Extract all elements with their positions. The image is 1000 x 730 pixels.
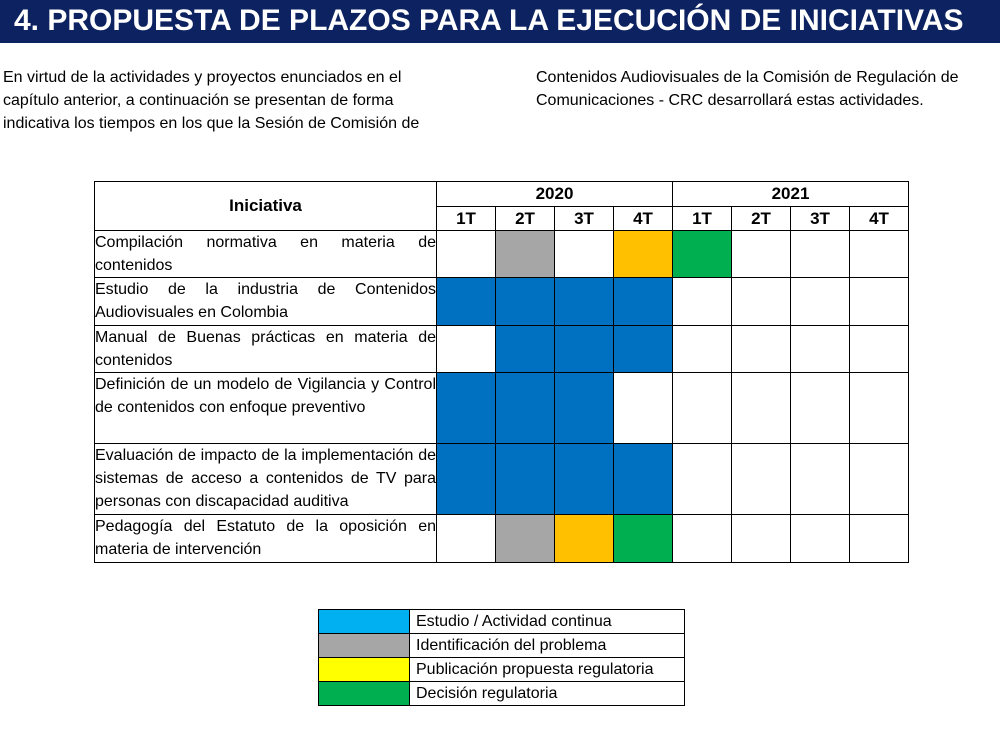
timeline-cell: [437, 515, 496, 563]
timeline-cell: [732, 515, 791, 563]
quarter-header: 2T: [496, 207, 555, 231]
initiative-name: Pedagogía del Estatuto de la oposición en materia de intervención: [95, 515, 437, 563]
timeline-cell: [673, 373, 732, 444]
page-title: 4. PROPUESTA DE PLAZOS PARA LA EJECUCIÓN DE INICIATIVAS: [14, 4, 964, 37]
timeline-cell: [791, 515, 850, 563]
timeline-cell: [673, 444, 732, 515]
timeline-cell: [437, 373, 496, 444]
initiative-name: Compilación normativa en materia de contenidos: [95, 231, 437, 278]
timeline-cell: [555, 278, 614, 326]
legend-label: Identificación del problema: [410, 634, 685, 658]
timeline-cell: [732, 326, 791, 373]
intro-left-column: [3, 66, 453, 135]
initiative-name: Manual de Buenas prácticas en materia de contenidos: [95, 326, 437, 373]
timeline-cell: [732, 373, 791, 444]
timeline-cell: [555, 373, 614, 444]
timeline-cell: [496, 326, 555, 373]
timeline-cell: [850, 326, 909, 373]
timeline-cell: [732, 444, 791, 515]
quarter-header: 3T: [791, 207, 850, 231]
timeline-cell: [732, 231, 791, 278]
timeline-cell: [555, 444, 614, 515]
timeline-cell: [496, 231, 555, 278]
timeline-cell: [850, 444, 909, 515]
quarter-header: 1T: [673, 207, 732, 231]
timeline-cell: [614, 278, 673, 326]
initiative-name: Estudio de la industria de Contenidos Audiovisuales en Colombia: [95, 278, 437, 326]
table-row: [95, 444, 909, 515]
legend-label: Decisión regulatoria: [410, 682, 685, 706]
timeline-cell: [614, 231, 673, 278]
table-row: [95, 231, 909, 278]
timeline-cell: [850, 278, 909, 326]
timeline-cell: [614, 444, 673, 515]
timeline-cell: [673, 326, 732, 373]
timeline-cell: [496, 515, 555, 563]
timeline-cell: [614, 326, 673, 373]
timeline-cell: [673, 278, 732, 326]
timeline-cell: [791, 326, 850, 373]
timeline-cell: [673, 231, 732, 278]
quarter-header: 3T: [555, 207, 614, 231]
quarter-header: 1T: [437, 207, 496, 231]
intro-left-text: En virtud de la actividades y proyectos enunciados en el capítulo anterior, a continuación se presentan de forma indicativa los tiempos en los que la Sesión de Comisión de: [3, 69, 420, 132]
legend-row: [319, 610, 685, 634]
intro-right-column: [536, 66, 996, 112]
timeline-cell: [791, 278, 850, 326]
year-header-2021: 2021: [673, 182, 909, 207]
intro-right-text: Contenidos Audiovisuales de la Comisión de Regulación de Comunicaciones - CRC desarrollará estas actividades.: [536, 69, 959, 109]
table-row: [95, 515, 909, 563]
timeline-cell: [791, 444, 850, 515]
timeline-cell: [437, 278, 496, 326]
timeline-cell: [791, 373, 850, 444]
legend-swatch: [319, 658, 410, 682]
table-row: [95, 373, 909, 444]
timeline-cell: [555, 515, 614, 563]
timeline-cell: [555, 326, 614, 373]
legend-row: [319, 682, 685, 706]
timeline-cell: [437, 326, 496, 373]
timeline-cell: [496, 373, 555, 444]
quarter-header: 2T: [732, 207, 791, 231]
timeline-cell: [732, 278, 791, 326]
timeline-cell: [437, 444, 496, 515]
timeline-cell: [614, 515, 673, 563]
initiative-name: Definición de un modelo de Vigilancia y Control de contenidos con enfoque preventivo: [95, 373, 437, 444]
timeline-cell: [673, 515, 732, 563]
timeline-cell: [496, 444, 555, 515]
quarter-header: 4T: [614, 207, 673, 231]
timeline-cell: [614, 373, 673, 444]
table-row: [95, 326, 909, 373]
quarter-header: 4T: [850, 207, 909, 231]
timeline-cell: [850, 373, 909, 444]
table-row: [95, 278, 909, 326]
legend-table: [318, 609, 685, 706]
initiative-column-header: Iniciativa: [95, 182, 437, 231]
heading-bar: [0, 0, 1000, 43]
schedule-table: [94, 181, 909, 563]
legend-row: [319, 658, 685, 682]
initiative-name: Evaluación de impacto de la implementación de sistemas de acceso a contenidos de TV para personas con discapacidad auditiva: [95, 444, 437, 515]
legend-swatch: [319, 634, 410, 658]
year-header-2020: 2020: [437, 182, 673, 207]
timeline-cell: [850, 231, 909, 278]
timeline-cell: [850, 515, 909, 563]
timeline-cell: [791, 231, 850, 278]
legend-label: Estudio / Actividad continua: [410, 610, 685, 634]
legend-swatch: [319, 610, 410, 634]
legend-label: Publicación propuesta regulatoria: [410, 658, 685, 682]
legend-row: [319, 634, 685, 658]
timeline-cell: [555, 231, 614, 278]
legend-swatch: [319, 682, 410, 706]
timeline-cell: [437, 231, 496, 278]
timeline-cell: [496, 278, 555, 326]
